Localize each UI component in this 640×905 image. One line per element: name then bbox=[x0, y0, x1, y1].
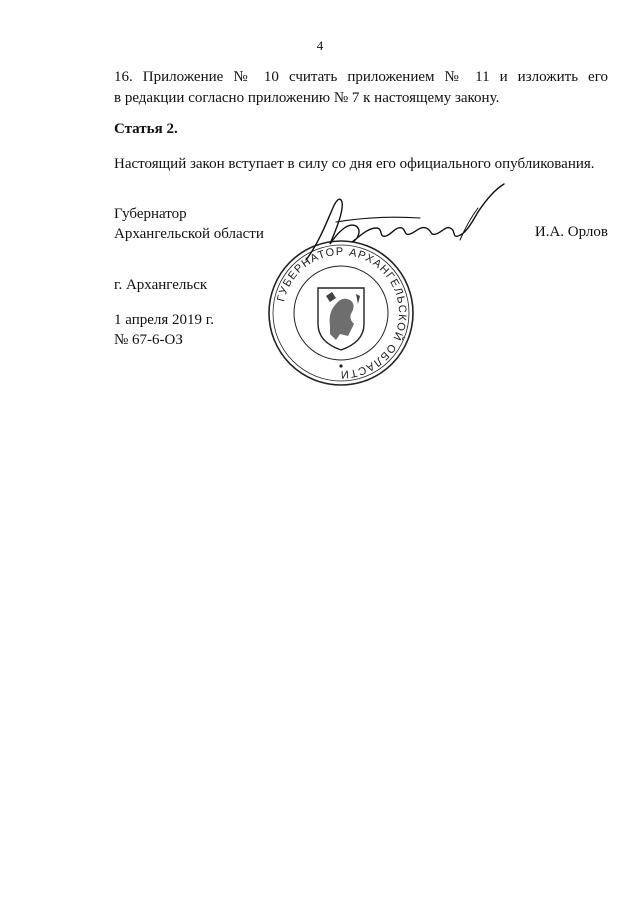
item-16-line-2: в редакции согласно приложению № 7 к настоящему закону. bbox=[114, 90, 500, 106]
law-number: № 67-6-ОЗ bbox=[114, 332, 183, 348]
signatory-position-line-2: Архангельской области bbox=[114, 226, 264, 242]
handwritten-signature bbox=[300, 182, 510, 264]
seal-text: ГУБЕРНАТОР АРХАНГЕЛЬСКОЙ ОБЛАСТИ bbox=[275, 245, 409, 381]
place-of-signing: г. Архангельск bbox=[114, 277, 208, 293]
coat-of-arms-icon bbox=[318, 288, 364, 350]
signatory-name: И.А. Орлов bbox=[534, 224, 608, 240]
signatory-position bbox=[114, 204, 264, 244]
article-text: Настоящий закон вступает в силу со дня его официального опубликования. bbox=[114, 156, 595, 172]
article-heading: Статья 2. bbox=[114, 121, 178, 137]
page-number: 4 bbox=[316, 38, 324, 53]
item-16-paragraph bbox=[114, 67, 608, 88]
signatory-position-line-1: Губернатор bbox=[114, 206, 187, 222]
signing-date: 1 апреля 2019 г. bbox=[114, 312, 214, 328]
item-16-line-1: 16. Приложение № 10 считать приложением № 11 и изложить его bbox=[114, 69, 608, 85]
date-and-number bbox=[114, 310, 214, 350]
